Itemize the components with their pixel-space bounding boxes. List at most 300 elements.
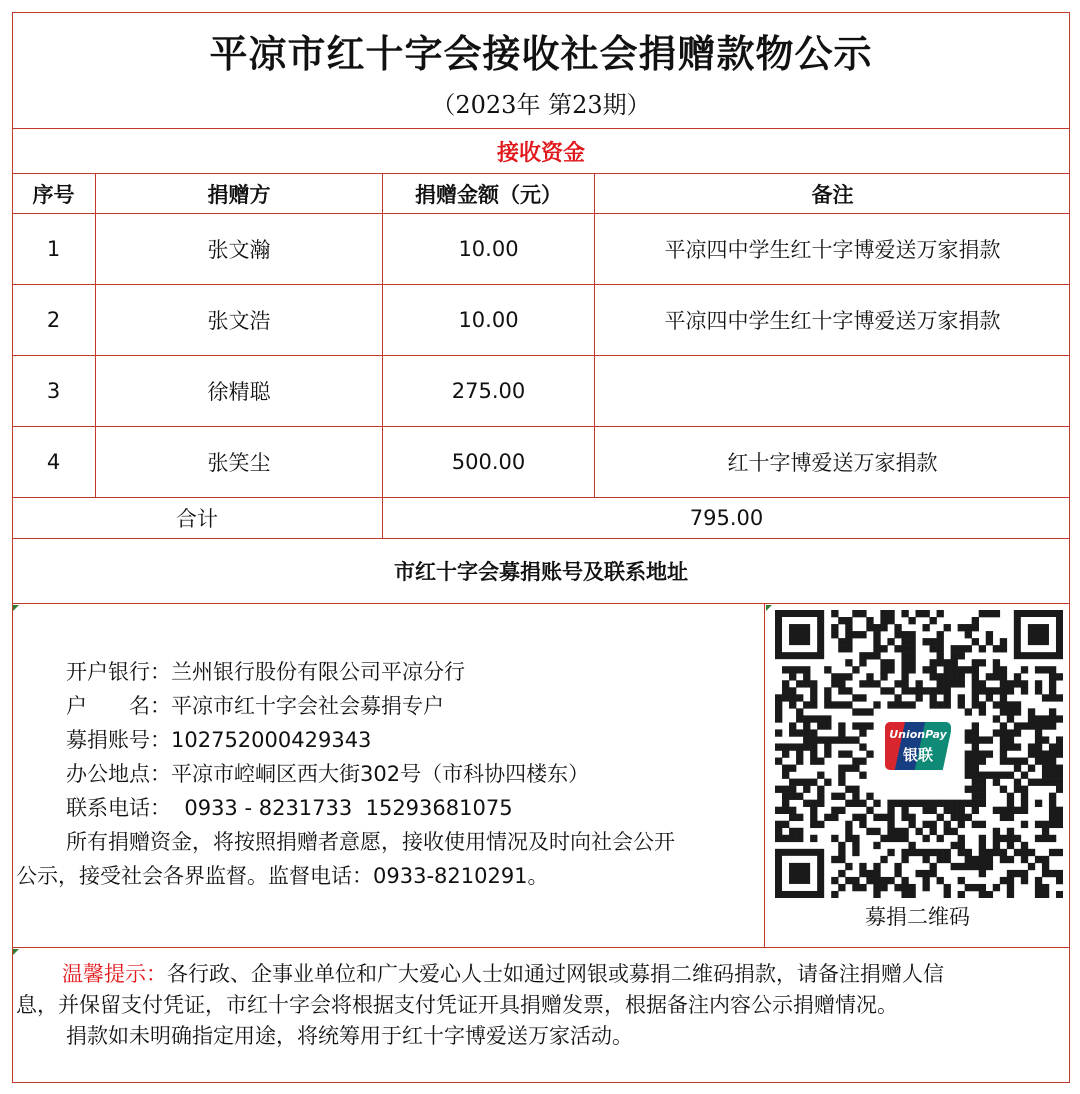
qr-module bbox=[845, 624, 852, 631]
qr-module bbox=[1014, 722, 1021, 729]
qr-module bbox=[1000, 722, 1007, 729]
qr-module bbox=[986, 849, 993, 856]
qr-module bbox=[1056, 715, 1063, 722]
qr-module bbox=[796, 708, 803, 715]
qr-module bbox=[930, 666, 937, 673]
qr-module bbox=[979, 849, 986, 856]
qr-module bbox=[972, 793, 979, 800]
qr-module bbox=[782, 800, 789, 807]
qr-module bbox=[937, 856, 944, 863]
qr-module bbox=[894, 835, 901, 842]
qr-module bbox=[930, 821, 937, 828]
qr-module bbox=[1042, 870, 1049, 877]
bank-line: 开户银行：兰州银行股份有限公司平凉分行 bbox=[66, 660, 465, 684]
qr-module bbox=[782, 680, 789, 687]
qr-module bbox=[923, 624, 930, 631]
qr-module bbox=[894, 694, 901, 701]
qr-module bbox=[944, 856, 951, 863]
qr-module bbox=[979, 842, 986, 849]
qr-module bbox=[894, 631, 901, 638]
qr-module bbox=[965, 814, 972, 821]
qr-module bbox=[923, 835, 930, 842]
qr-module bbox=[810, 814, 817, 821]
qr-module bbox=[937, 652, 944, 659]
qr-module bbox=[1035, 835, 1042, 842]
qr-module bbox=[986, 736, 993, 743]
qr-module bbox=[1056, 814, 1063, 821]
qr-module bbox=[866, 722, 873, 729]
qr-module bbox=[908, 631, 915, 638]
qr-module bbox=[915, 610, 922, 617]
qr-module bbox=[866, 680, 873, 687]
qr-module bbox=[852, 877, 859, 884]
qr-module bbox=[838, 617, 845, 624]
qr-module bbox=[789, 666, 796, 673]
qr-module bbox=[1028, 863, 1035, 870]
qr-module bbox=[789, 779, 796, 786]
qr-module bbox=[817, 821, 824, 828]
qr-module bbox=[1021, 821, 1028, 828]
qr-module bbox=[1035, 750, 1042, 757]
qr-module bbox=[1056, 821, 1063, 828]
qr-module bbox=[873, 680, 880, 687]
qr-module bbox=[817, 793, 824, 800]
qr-module bbox=[944, 701, 951, 708]
qr-module bbox=[908, 652, 915, 659]
qr-module bbox=[986, 863, 993, 870]
qr-module bbox=[915, 849, 922, 856]
qr-module bbox=[824, 715, 831, 722]
qr-module bbox=[1042, 863, 1049, 870]
qr-module bbox=[831, 673, 838, 680]
table-row-no: 3 bbox=[46, 379, 61, 403]
qr-module bbox=[1014, 807, 1021, 814]
qr-module bbox=[993, 884, 1000, 891]
qr-module bbox=[824, 694, 831, 701]
qr-module bbox=[958, 877, 965, 884]
qr-module bbox=[838, 849, 845, 856]
qr-module bbox=[845, 835, 852, 842]
qr-module bbox=[1049, 772, 1056, 779]
qr-module bbox=[880, 659, 887, 666]
qr-module bbox=[930, 849, 937, 856]
qr-module bbox=[908, 842, 915, 849]
qr-module bbox=[789, 673, 796, 680]
qr-module bbox=[845, 631, 852, 638]
donation-qr-code[interactable] bbox=[775, 610, 1063, 898]
qr-module bbox=[845, 821, 852, 828]
qr-module bbox=[1056, 694, 1063, 701]
qr-module bbox=[831, 891, 838, 898]
qr-module bbox=[1049, 849, 1056, 856]
qr-module bbox=[873, 638, 880, 645]
qr-module bbox=[845, 828, 852, 835]
qr-module bbox=[944, 891, 951, 898]
col-header-donor: 捐赠方 bbox=[207, 182, 271, 207]
cell-marker bbox=[13, 605, 19, 611]
qr-module bbox=[1021, 800, 1028, 807]
qr-module bbox=[1000, 877, 1007, 884]
qr-module bbox=[859, 680, 866, 687]
tips-text-2: 息，并保留支付凭证，市红十字会将根据支付凭证开具捐赠发票，根据备注内容公示捐赠情况。 bbox=[16, 993, 898, 1017]
qr-module bbox=[972, 638, 979, 645]
qr-module bbox=[979, 793, 986, 800]
qr-module bbox=[979, 779, 986, 786]
qr-module bbox=[993, 610, 1000, 617]
qr-module bbox=[782, 765, 789, 772]
qr-module bbox=[796, 750, 803, 757]
qr-module bbox=[824, 743, 831, 750]
qr-module bbox=[1035, 821, 1042, 828]
qr-module bbox=[1049, 666, 1056, 673]
border-top bbox=[12, 12, 1070, 13]
qr-module bbox=[866, 673, 873, 680]
account-info bbox=[12, 655, 762, 893]
qr-divider bbox=[764, 603, 765, 947]
qr-module bbox=[972, 687, 979, 694]
qr-module bbox=[859, 863, 866, 870]
qr-module bbox=[923, 849, 930, 856]
qr-module bbox=[817, 722, 824, 729]
qr-module bbox=[789, 814, 796, 821]
qr-module bbox=[1014, 835, 1021, 842]
qr-module bbox=[979, 856, 986, 863]
qr-module bbox=[1000, 701, 1007, 708]
qr-module bbox=[901, 835, 908, 842]
qr-module bbox=[915, 680, 922, 687]
account-section-title: 市红十字会募捐账号及联系地址 bbox=[394, 560, 688, 584]
qr-module bbox=[1056, 772, 1063, 779]
qr-module bbox=[1035, 680, 1042, 687]
qr-module bbox=[1007, 772, 1014, 779]
qr-module bbox=[1000, 772, 1007, 779]
qr-module bbox=[1028, 779, 1035, 786]
qr-module bbox=[944, 828, 951, 835]
qr-finder-pattern bbox=[1028, 624, 1049, 645]
qr-module bbox=[1000, 680, 1007, 687]
qr-module bbox=[1049, 758, 1056, 765]
qr-module bbox=[1007, 680, 1014, 687]
qr-module bbox=[1042, 694, 1049, 701]
qr-module bbox=[1007, 884, 1014, 891]
qr-module bbox=[958, 835, 965, 842]
qr-module bbox=[880, 856, 887, 863]
qr-module bbox=[782, 786, 789, 793]
qr-module bbox=[908, 659, 915, 666]
table-row-no: 2 bbox=[46, 308, 61, 332]
qr-module bbox=[782, 687, 789, 694]
qr-module bbox=[873, 652, 880, 659]
qr-module bbox=[1056, 849, 1063, 856]
qr-module bbox=[1007, 877, 1014, 884]
qr-module bbox=[944, 687, 951, 694]
qr-module bbox=[817, 786, 824, 793]
qr-module bbox=[859, 631, 866, 638]
qr-module bbox=[789, 793, 796, 800]
qr-module bbox=[901, 638, 908, 645]
qr-module bbox=[810, 779, 817, 786]
qr-module bbox=[923, 800, 930, 807]
qr-module bbox=[887, 638, 894, 645]
qr-module bbox=[923, 884, 930, 891]
qr-module bbox=[873, 863, 880, 870]
qr-module bbox=[873, 842, 880, 849]
qr-module bbox=[852, 786, 859, 793]
qr-module bbox=[972, 765, 979, 772]
qr-module bbox=[1042, 891, 1049, 898]
qr-module bbox=[845, 736, 852, 743]
qr-module bbox=[1021, 856, 1028, 863]
donation-notice-sheet bbox=[12, 12, 1070, 1083]
qr-module bbox=[993, 779, 1000, 786]
qr-module bbox=[880, 617, 887, 624]
qr-module bbox=[958, 800, 965, 807]
qr-module bbox=[972, 701, 979, 708]
qr-module bbox=[831, 736, 838, 743]
qr-module bbox=[908, 849, 915, 856]
qr-module bbox=[810, 715, 817, 722]
qr-module bbox=[852, 814, 859, 821]
qr-module bbox=[852, 842, 859, 849]
qr-module bbox=[993, 835, 1000, 842]
qr-module bbox=[866, 828, 873, 835]
qr-module bbox=[1049, 793, 1056, 800]
qr-module bbox=[838, 884, 845, 891]
qr-module bbox=[951, 652, 958, 659]
qr-module bbox=[796, 743, 803, 750]
qr-module bbox=[775, 835, 782, 842]
qr-module bbox=[1007, 687, 1014, 694]
qr-module bbox=[838, 765, 845, 772]
qr-module bbox=[1049, 673, 1056, 680]
qr-module bbox=[972, 680, 979, 687]
qr-module bbox=[866, 793, 873, 800]
qr-module bbox=[930, 687, 937, 694]
qr-module bbox=[789, 687, 796, 694]
qr-module bbox=[1000, 743, 1007, 750]
qr-module bbox=[993, 715, 1000, 722]
qr-module bbox=[1007, 835, 1014, 842]
qr-module bbox=[958, 680, 965, 687]
qr-module bbox=[908, 821, 915, 828]
qr-module bbox=[1042, 772, 1049, 779]
qr-module bbox=[859, 659, 866, 666]
qr-module bbox=[944, 849, 951, 856]
qr-module bbox=[972, 786, 979, 793]
qr-module bbox=[789, 828, 796, 835]
table-row-donor: 张文浩 bbox=[207, 309, 271, 333]
qr-module bbox=[838, 772, 845, 779]
qr-module bbox=[993, 807, 1000, 814]
qr-module bbox=[944, 800, 951, 807]
qr-module bbox=[1021, 807, 1028, 814]
qr-module bbox=[923, 856, 930, 863]
qr-module bbox=[796, 793, 803, 800]
qr-module bbox=[838, 870, 845, 877]
qr-module bbox=[979, 708, 986, 715]
qr-module bbox=[796, 835, 803, 842]
qr-module bbox=[915, 870, 922, 877]
qr-module bbox=[972, 758, 979, 765]
qr-module bbox=[944, 673, 951, 680]
qr-module bbox=[1021, 687, 1028, 694]
qr-module bbox=[986, 687, 993, 694]
qr-module bbox=[1014, 758, 1021, 765]
qr-module bbox=[965, 765, 972, 772]
qr-module bbox=[1049, 807, 1056, 814]
qr-module bbox=[803, 729, 810, 736]
qr-module bbox=[930, 617, 937, 624]
qr-module bbox=[810, 750, 817, 757]
qr-module bbox=[937, 659, 944, 666]
qr-module bbox=[901, 680, 908, 687]
qr-module bbox=[951, 814, 958, 821]
qr-module bbox=[908, 814, 915, 821]
qr-module bbox=[894, 645, 901, 652]
qr-module bbox=[810, 687, 817, 694]
qr-module bbox=[824, 701, 831, 708]
qr-module bbox=[979, 645, 986, 652]
qr-module bbox=[951, 807, 958, 814]
qr-module bbox=[824, 722, 831, 729]
qr-module bbox=[1007, 736, 1014, 743]
qr-module bbox=[880, 877, 887, 884]
qr-module bbox=[944, 884, 951, 891]
qr-module bbox=[937, 645, 944, 652]
qr-module bbox=[901, 687, 908, 694]
qr-module bbox=[817, 736, 824, 743]
col-header-amount: 捐赠金额（元） bbox=[415, 182, 562, 207]
qr-module bbox=[972, 772, 979, 779]
qr-module bbox=[972, 863, 979, 870]
table-row-note bbox=[595, 356, 1070, 426]
qr-module bbox=[979, 863, 986, 870]
qr-module bbox=[1035, 715, 1042, 722]
qr-module bbox=[838, 680, 845, 687]
qr-module bbox=[965, 736, 972, 743]
total-value: 795.00 bbox=[689, 506, 764, 530]
qr-module bbox=[810, 807, 817, 814]
qr-module bbox=[930, 870, 937, 877]
qr-module bbox=[859, 610, 866, 617]
qr-module bbox=[901, 610, 908, 617]
qr-module bbox=[1000, 807, 1007, 814]
qr-module bbox=[1007, 729, 1014, 736]
qr-module bbox=[1014, 765, 1021, 772]
qr-module bbox=[958, 842, 965, 849]
qr-module bbox=[824, 814, 831, 821]
qr-module bbox=[972, 694, 979, 701]
qr-module bbox=[1007, 828, 1014, 835]
account-number-line: 募捐账号：102752000429343 bbox=[66, 728, 372, 752]
qr-module bbox=[782, 835, 789, 842]
qr-module bbox=[993, 842, 1000, 849]
qr-module bbox=[986, 772, 993, 779]
qr-module bbox=[803, 779, 810, 786]
qr-module bbox=[901, 828, 908, 835]
qr-module bbox=[810, 680, 817, 687]
qr-module bbox=[958, 849, 965, 856]
qr-module bbox=[972, 736, 979, 743]
qr-module bbox=[972, 673, 979, 680]
qr-module bbox=[1021, 877, 1028, 884]
qr-module bbox=[1035, 884, 1042, 891]
qr-module bbox=[965, 758, 972, 765]
qr-module bbox=[986, 638, 993, 645]
qr-module bbox=[803, 722, 810, 729]
qr-module bbox=[979, 758, 986, 765]
qr-module bbox=[1056, 750, 1063, 757]
qr-caption: 募捐二维码 bbox=[865, 905, 970, 929]
qr-module bbox=[1035, 877, 1042, 884]
qr-module bbox=[901, 807, 908, 814]
qr-module bbox=[838, 842, 845, 849]
office-address-line: 办公地点：平凉市崆峒区西大街302号（市科协四楼东） bbox=[66, 762, 590, 786]
rule bbox=[12, 603, 1070, 604]
qr-module bbox=[887, 814, 894, 821]
qr-module bbox=[831, 610, 838, 617]
qr-module bbox=[1000, 645, 1007, 652]
qr-module bbox=[852, 835, 859, 842]
qr-module bbox=[887, 807, 894, 814]
qr-module bbox=[782, 821, 789, 828]
qr-module bbox=[1014, 729, 1021, 736]
qr-module bbox=[972, 856, 979, 863]
qr-module bbox=[859, 722, 866, 729]
qr-module bbox=[901, 631, 908, 638]
qr-module bbox=[993, 701, 1000, 708]
qr-module bbox=[1056, 765, 1063, 772]
qr-module bbox=[866, 870, 873, 877]
qr-module bbox=[810, 835, 817, 842]
qr-module bbox=[1021, 793, 1028, 800]
qr-module bbox=[1056, 877, 1063, 884]
qr-module bbox=[1000, 736, 1007, 743]
qr-module bbox=[993, 673, 1000, 680]
qr-module bbox=[965, 856, 972, 863]
qr-module bbox=[908, 638, 915, 645]
qr-module bbox=[1042, 750, 1049, 757]
qr-module bbox=[951, 659, 958, 666]
qr-module bbox=[958, 807, 965, 814]
qr-module bbox=[965, 884, 972, 891]
qr-module bbox=[1000, 786, 1007, 793]
qr-module bbox=[873, 884, 880, 891]
qr-module bbox=[901, 701, 908, 708]
qr-module bbox=[937, 638, 944, 645]
qr-module bbox=[831, 814, 838, 821]
qr-module bbox=[958, 701, 965, 708]
qr-module bbox=[958, 821, 965, 828]
qr-module bbox=[880, 884, 887, 891]
tips-text-3: 捐款如未明确指定用途，将统筹用于红十字博爱送万家活动。 bbox=[66, 1024, 633, 1048]
qr-module bbox=[979, 680, 986, 687]
qr-module bbox=[958, 673, 965, 680]
qr-module bbox=[803, 743, 810, 750]
qr-module bbox=[810, 800, 817, 807]
qr-module bbox=[965, 666, 972, 673]
qr-module bbox=[775, 715, 782, 722]
qr-module bbox=[908, 687, 915, 694]
qr-module bbox=[810, 743, 817, 750]
qr-module bbox=[852, 765, 859, 772]
qr-module bbox=[824, 687, 831, 694]
qr-module bbox=[1042, 821, 1049, 828]
qr-module bbox=[803, 800, 810, 807]
qr-module bbox=[1056, 743, 1063, 750]
qr-module bbox=[901, 814, 908, 821]
qr-module bbox=[1049, 779, 1056, 786]
